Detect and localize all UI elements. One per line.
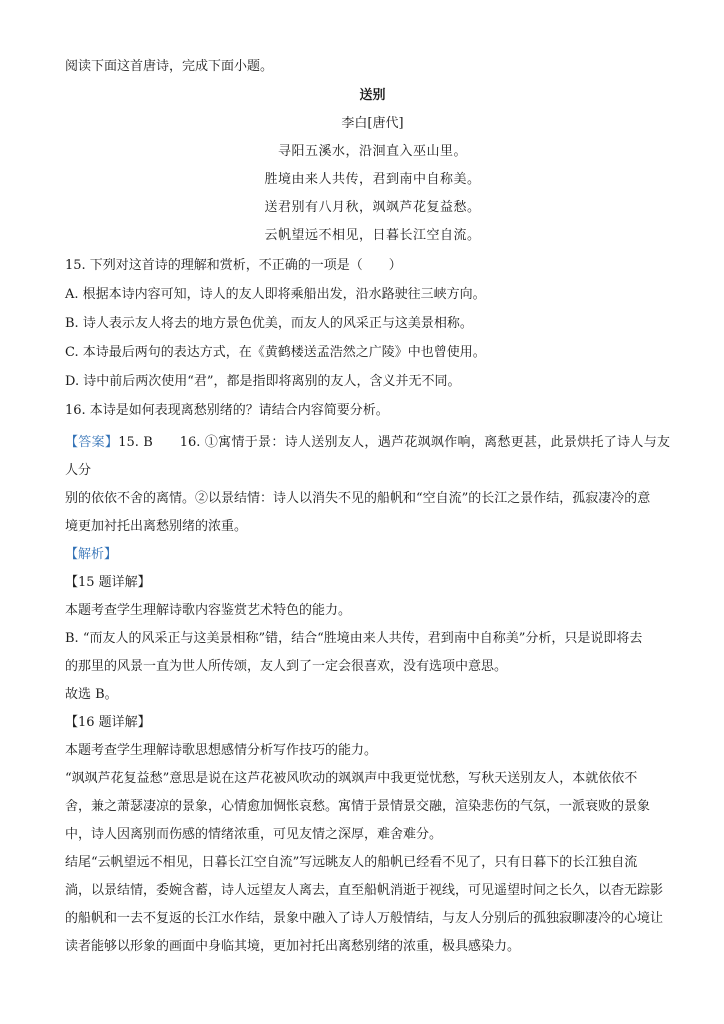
q15-analysis-line: 本题考查学生理解诗歌内容鉴赏艺术特色的能力。 — [65, 603, 352, 618]
q16-analysis-line: 本题考查学生理解诗歌思想感情分析写作技巧的能力。 — [65, 743, 378, 758]
poem-line: 云帆望远不相见，日暮长江空自流。 — [264, 228, 481, 243]
poem-author: 李白[唐代] — [341, 116, 404, 131]
option-a: A. 根据本诗内容可知，诗人的友人即将乘船出发，沿水路驶往三峡方向。 — [65, 287, 486, 302]
question-15 — [65, 255, 670, 421]
poem-line: 送君别有八月秋，飒飒芦花复益愁。 — [264, 200, 481, 215]
q16-analysis-line: 读者能够以形象的画面中身临其境，更加衬托出离愁别绪的浓重，极具感染力。 — [65, 939, 521, 954]
reading-instruction: 阅读下面这首唐诗，完成下面小题。 — [65, 59, 274, 74]
answer-section — [65, 429, 670, 541]
poem-line: 胜境由来人共传，君到南中自称美。 — [264, 172, 481, 187]
answer-line — [65, 429, 670, 485]
answer-line: 别的依依不舍的离情。②以景结情：诗人以消失不见的船帆和“空自流”的长江之景作结，孤寂凄冷的意 — [65, 491, 651, 506]
analysis-tag: 【解析】 — [65, 547, 118, 562]
answer-text: 15. B 16. ①寓情于景：诗人送别友人，遇芦花飒飒作响，离愁更甚，此景烘托了诗人与友人分 — [65, 435, 670, 478]
q15-analysis-heading: 【15 题详解】 — [65, 575, 151, 590]
q16-analysis-line: 的船帆和一去不复返的长江水作结，景象中融入了诗人万般情结，与友人分别后的孤独寂聊凄冷的心境让 — [65, 911, 664, 926]
q16-analysis-line: 淌，以景结情，委婉含蓄，诗人远望友人离去，直至船帆消逝于视线，可见遥望时间之长久，以杳无踪影 — [65, 883, 664, 898]
poem-title: 送别 — [359, 88, 386, 103]
answer-line: 境更加衬托出离愁别绪的浓重。 — [65, 519, 248, 534]
poem-line: 寻阳五溪水，沿洄直入巫山里。 — [277, 144, 467, 159]
q15-analysis-line: B. “而友人的风采正与这美景相称”错，结合“胜境由来人共传，君到南中自称美”分析，只是说即将去 — [65, 631, 643, 646]
option-c: C. 本诗最后两句的表达方式，在《黄鹤楼送孟浩然之广陵》中也曾使用。 — [65, 345, 486, 360]
question-15-stem: 15. 下列对这首诗的理解和赏析，不正确的一项是（ ） — [65, 258, 402, 273]
q15-analysis-line: 故选 B。 — [65, 687, 118, 702]
question-16-stem: 16. 本诗是如何表现离愁别绪的？请结合内容简要分析。 — [65, 403, 389, 418]
q16-analysis-line: “飒飒芦花复益愁”意思是说在这芦花被风吹动的飒飒声中我更觉忧愁，写秋天送别友人，本就依依不 — [65, 771, 638, 786]
document-page — [65, 56, 670, 961]
q15-analysis-line: 的那里的风景一直为世人所传颂，友人到了一定会很喜欢，没有选项中意思。 — [65, 659, 508, 674]
q16-analysis-line: 舍，兼之萧瑟凄凉的景象，心情愈加惆怅哀愁。寓情于景情景交融，渲染悲伤的气氛，一派衰败的景象 — [65, 799, 651, 814]
q16-analysis-heading: 【16 题详解】 — [65, 715, 151, 730]
option-d: D. 诗中前后两次使用“君”，都是指即将离别的友人，含义并无不同。 — [65, 374, 461, 389]
analysis-section — [65, 541, 670, 961]
option-b: B. 诗人表示友人将去的地方景色优美，而友人的风采正与这美景相称。 — [65, 316, 473, 331]
q16-analysis-line: 中，诗人因离别而伤感的情绪浓重，可见友情之深厚，难舍难分。 — [65, 827, 443, 842]
q16-analysis-line: 结尾“云帆望远不相见，日暮长江空自流”写远眺友人的船帆已经看不见了，只有日暮下的长江独自流 — [65, 855, 638, 870]
answer-tag: 【答案】 — [65, 435, 119, 450]
